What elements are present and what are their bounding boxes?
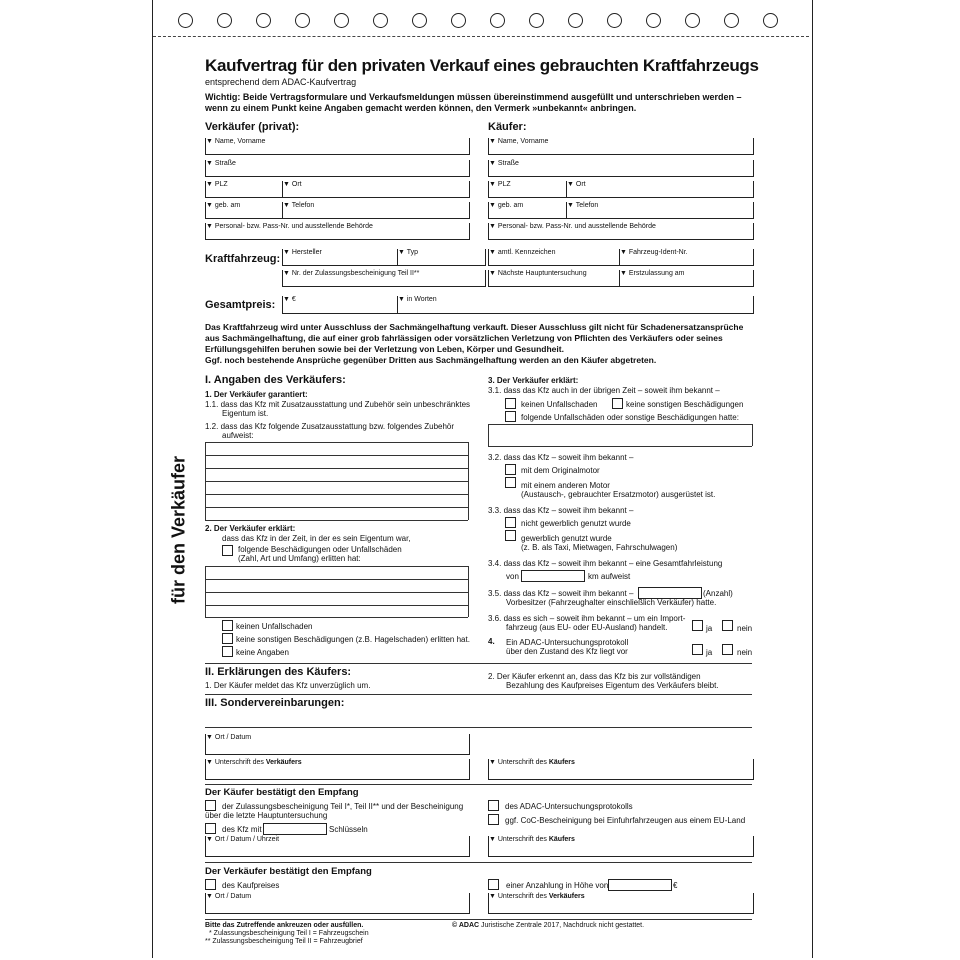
field-label: ▼ Ort — [283, 181, 302, 188]
text-line: 1.2. dass das Kfz folgende Zusatzausstattung bzw. folgendes Zubehör — [205, 422, 455, 431]
text-line: nicht gewerblich genutzt wurde — [521, 519, 631, 528]
punch-hole — [295, 13, 310, 28]
text-line: ja — [706, 648, 713, 657]
field-label: ▼ PLZ — [489, 181, 511, 188]
text-line: 1. Der Käufer meldet das Kfz unverzüglich um. — [205, 681, 371, 690]
text-line: keinen Unfallschaden — [236, 622, 313, 631]
divider — [205, 784, 752, 785]
text-line: aufweist: — [222, 431, 254, 440]
checkbox-following-damages[interactable] — [505, 411, 516, 422]
divider — [205, 694, 752, 695]
copyright-text: Juristische Zentrale 2017, Nachdruck nicht gestattet. — [481, 922, 645, 929]
field-label: ▼ Unterschrift des — [489, 893, 547, 900]
checkbox-damages[interactable] — [222, 545, 233, 556]
seller-heading: Verkäufer (privat): — [205, 121, 300, 133]
text-line: (Austausch-, gebrauchter Ersatzmotor) ausgerüstet ist. — [521, 490, 716, 499]
checkbox-other-engine[interactable] — [505, 477, 516, 488]
field-label: ▼ Typ — [398, 249, 419, 256]
text-line: 2. Der Käufer erkennt an, dass das Kfz bis zur vollständigen — [488, 672, 701, 681]
disclaimer-line-4: Ggf. noch bestehende Ansprüche gegenüber Dritten aus Sachmängelhaftung werden an den Käufer abgetreten. — [205, 355, 657, 365]
text-line: folgende Beschädigungen oder Unfallschäden — [238, 545, 402, 554]
warning-line-2: wenn zu einem Punkt keine Angaben gemacht werden können, den Vermerk »unbekannt« anbringen. — [205, 103, 637, 113]
text-line: dass das Kfz in der Zeit, in der es sein Eigentum war, — [222, 534, 411, 543]
buyer-name-field[interactable] — [488, 138, 754, 155]
field-label: ▼ amtl. Kennzeichen — [489, 249, 556, 256]
seller-receipt-heading: Der Verkäufer bestätigt den Empfang — [205, 866, 372, 877]
section-1-2-heading: 2. Der Verkäufer erklärt: — [205, 524, 296, 533]
text-line: 3.6. dass es sich – soweit ihm bekannt – um ein Import- — [488, 614, 686, 623]
seller-receipt-signature-field[interactable] — [488, 893, 754, 914]
text-line: (Anzahl) — [703, 589, 733, 598]
punch-hole — [763, 13, 778, 28]
text-line: Eigentum ist. — [222, 409, 269, 418]
price-heading: Gesamtpreis: — [205, 299, 276, 311]
buyer-receipt-heading: Der Käufer bestätigt den Empfang — [205, 787, 359, 798]
page-subtitle: entsprechend dem ADAC-Kaufvertrag — [205, 77, 357, 87]
checkbox-no-other-damages-other-time[interactable] — [612, 398, 623, 409]
text-line: keinen Unfallschaden — [521, 400, 598, 409]
punch-hole — [334, 13, 349, 28]
section-2-heading: II. Erklärungen des Käufers: — [205, 666, 352, 678]
field-label: ▼ Name, Vorname — [206, 138, 266, 145]
field-label: ▼ Ort — [567, 181, 586, 188]
place-date-field[interactable] — [205, 734, 470, 755]
section-1-1-heading: 1. Der Verkäufer garantiert: — [205, 390, 308, 399]
field-label: ▼ Unterschrift des — [489, 836, 547, 843]
field-label: ▼ Ort / Datum — [206, 893, 252, 900]
checkbox-keys-received[interactable] — [205, 823, 216, 834]
field-label: ▼ Ort / Datum / Uhrzeit — [206, 836, 280, 843]
text-line: nein — [737, 648, 753, 657]
checkbox-price-received[interactable] — [205, 879, 216, 890]
punch-hole — [256, 13, 271, 28]
text-line: 1.1. dass das Kfz mit Zusatzausstattung und Zubehör sein unbeschränktes — [205, 400, 471, 409]
checkbox-import-no[interactable] — [722, 620, 733, 631]
field-label: ▼ Name, Vorname — [489, 138, 549, 145]
buyer-ort-field[interactable] — [566, 181, 754, 198]
divider — [205, 919, 752, 920]
text-line: nein — [737, 624, 753, 633]
punch-hole — [217, 13, 232, 28]
side-label-text: für den Verkäufer — [168, 455, 189, 605]
price-euro-field[interactable] — [282, 296, 398, 314]
text-line: über die letzte Hauptuntersuchung — [205, 811, 328, 820]
text-line: keine sonstigen Beschädigungen (z.B. Hagelschaden) erlitten hat. — [236, 635, 470, 644]
vehicle-manufacturer-field[interactable] — [282, 249, 398, 266]
seller-name-field[interactable] — [205, 138, 470, 155]
text-line: 3.4. dass das Kfz – soweit ihm bekannt – eine Gesamtfahrleistung — [488, 559, 723, 568]
text-line: einer Anzahlung in Höhe von — [506, 881, 609, 890]
checkbox-no-info[interactable] — [222, 646, 233, 657]
checkbox-no-other-damage[interactable] — [222, 633, 233, 644]
checkbox-import-yes[interactable] — [692, 620, 703, 631]
buyer-receipt-signature-field[interactable] — [488, 836, 754, 857]
text-line: fahrzeug (aus EU- oder EU-Ausland) handelt. — [506, 623, 668, 632]
text-line: der Zulassungsbescheinigung Teil I*, Teil II** und der Bescheinigung — [222, 802, 464, 811]
buyer-phone-field[interactable] — [566, 202, 754, 219]
seller-plz-field[interactable] — [205, 181, 283, 198]
field-label-bold: Käufers — [548, 836, 575, 843]
punch-hole — [568, 13, 583, 28]
punch-hole — [178, 13, 193, 28]
text-line: 4. — [488, 637, 495, 646]
disclaimer-line-2: aus Sachmängelhaftung, die auf einer grob fahrlässigen oder vorsätzlichen Verletzung von Pflichten des Verkäufers oder seines — [205, 333, 723, 343]
section-3-special-heading: III. Sondervereinbarungen: — [205, 697, 345, 709]
text-line: 3.3. dass das Kfz – soweit ihm bekannt – — [488, 506, 634, 515]
field-label: ▼ Nächste Hauptuntersuchung — [489, 270, 587, 277]
text-line: 3.2. dass das Kfz – soweit ihm bekannt – — [488, 453, 634, 462]
checkbox-no-accident[interactable] — [222, 620, 233, 631]
text-line: über den Zustand des Kfz liegt vor — [506, 647, 628, 656]
field-label: ▼ geb. am — [489, 202, 524, 209]
checkbox-commercial[interactable] — [505, 530, 516, 541]
buyer-birthdate-field[interactable] — [488, 202, 567, 219]
text-line: gewerblich genutzt wurde — [521, 534, 612, 543]
keys-count-input[interactable] — [263, 823, 327, 835]
checkbox-coc-received[interactable] — [488, 814, 499, 825]
text-line: des Kaufpreises — [222, 881, 280, 890]
field-label: ▼ Telefon — [567, 202, 599, 209]
checkbox-protocol-yes[interactable] — [692, 644, 703, 655]
field-label: ▼ Erstzulassung am — [620, 270, 685, 277]
buyer-street-field[interactable] — [488, 160, 754, 177]
field-label-bold: Käufers — [548, 759, 575, 766]
text-line: keine sonstigen Beschädigungen — [626, 400, 744, 409]
special-agreements-line[interactable] — [205, 727, 752, 728]
divider — [205, 663, 752, 664]
checkbox-documents-received[interactable] — [205, 800, 216, 811]
seller-phone-field[interactable] — [282, 202, 470, 219]
field-label: ▼ Unterschrift des — [489, 759, 547, 766]
field-label: ▼ Ort / Datum — [206, 734, 252, 741]
field-label: ▼ Unterschrift des — [206, 759, 264, 766]
text-line: (Zahl, Art und Umfang) erlitten hat: — [238, 554, 361, 563]
checkbox-not-commercial[interactable] — [505, 517, 516, 528]
punch-hole — [685, 13, 700, 28]
vehicle-plate-field[interactable] — [488, 249, 620, 266]
text-line: Bezahlung des Kaufpreises Eigentum des Verkäufers bleibt. — [506, 681, 719, 690]
buyer-id-field[interactable] — [488, 223, 754, 240]
buyer-plz-field[interactable] — [488, 181, 567, 198]
footer-note: * Zulassungsbescheinigung Teil I = Fahrzeugschein — [209, 930, 369, 937]
checkbox-protocol-no[interactable] — [722, 644, 733, 655]
vehicle-type-field[interactable] — [397, 249, 486, 266]
text-line: € — [673, 881, 678, 890]
punch-hole — [412, 13, 427, 28]
field-label: ▼ Telefon — [283, 202, 315, 209]
section-1-heading: I. Angaben des Verkäufers: — [205, 374, 346, 386]
seller-street-field[interactable] — [205, 160, 470, 177]
punch-hole — [646, 13, 661, 28]
seller-receipt-date-field[interactable] — [205, 893, 470, 914]
mileage-input[interactable] — [521, 570, 585, 582]
vehicle-vin-field[interactable] — [619, 249, 754, 266]
field-label: ▼ Fahrzeug-Ident-Nr. — [620, 249, 688, 256]
text-line: Ein ADAC-Untersuchungsprotokoll — [506, 638, 629, 647]
field-label: ▼ Nr. der Zulassungsbescheinigung Teil II** — [283, 270, 420, 277]
field-label-bold: Verkäufers — [548, 893, 585, 900]
text-line: ja — [706, 624, 713, 633]
text-line: Schlüsseln — [329, 825, 368, 834]
disclaimer-line-1: Das Kraftfahrzeug wird unter Ausschluss der Sachmängelhaftung verkauft. Dieser Ausschluss gilt nicht für Schadenersatzansprüche — [205, 322, 744, 332]
checkbox-protocol-received[interactable] — [488, 800, 499, 811]
text-line: Vorbesitzer (Fahrzeughalter einschließlich Verkäufer) hatte. — [506, 598, 717, 607]
text-line: folgende Unfallschäden oder sonstige Beschädigungen hatte: — [521, 413, 739, 422]
field-label: ▼ in Worten — [398, 296, 437, 303]
field-label: ▼ Personal- bzw. Pass-Nr. und ausstellende Behörde — [489, 223, 656, 230]
text-line: (z. B. als Taxi, Mietwagen, Fahrschulwagen) — [521, 543, 678, 552]
punch-hole — [607, 13, 622, 28]
field-label: ▼ Hersteller — [283, 249, 322, 256]
seller-id-field[interactable] — [205, 223, 470, 240]
footer-note: ** Zulassungsbescheinigung Teil II = Fahrzeugbrief — [205, 938, 363, 945]
price-words-field[interactable] — [397, 296, 754, 314]
text-line: mit dem Originalmotor — [521, 466, 600, 475]
text-line: 3.5. dass das Kfz – soweit ihm bekannt – — [488, 589, 634, 598]
page-title: Kaufvertrag für den privaten Verkauf eines gebrauchten Kraftfahrzeugs — [205, 56, 759, 75]
vehicle-heading: Kraftfahrzeug: — [205, 253, 281, 265]
text-line: km aufweist — [588, 572, 631, 581]
text-line: des Kfz mit — [222, 825, 262, 834]
checkbox-deposit-received[interactable] — [488, 879, 499, 890]
field-label: ▼ € — [283, 296, 296, 303]
buyer-heading: Käufer: — [488, 121, 527, 133]
field-label-bold: Verkäufers — [265, 759, 302, 766]
warning-line-1: Wichtig: Beide Vertragsformulare und Verkaufsmeldungen müssen übereinstimmend ausgefüllt und unterschrieben werden – — [205, 92, 742, 102]
divider — [205, 862, 752, 863]
seller-ort-field[interactable] — [282, 181, 470, 198]
text-line: keine Angaben — [236, 648, 289, 657]
vehicle-registration-field[interactable] — [282, 270, 486, 287]
checkbox-no-accident-other-time[interactable] — [505, 398, 516, 409]
buyer-receipt-date-field[interactable] — [205, 836, 470, 857]
vehicle-first-registration-field[interactable] — [619, 270, 754, 287]
field-label: ▼ Straße — [489, 160, 519, 167]
punch-hole — [451, 13, 466, 28]
copyright-brand: © ADAC — [452, 922, 480, 929]
disclaimer-line-3: Erfüllungsgehilfen beruhen sowie bei der Verletzung von Leben, Körper und Gesundheit. — [205, 344, 564, 354]
text-line: mit einem anderen Motor — [521, 481, 610, 490]
punch-hole — [724, 13, 739, 28]
deposit-amount-input[interactable] — [608, 879, 672, 891]
section-3-heading: 3. Der Verkäufer erklärt: — [488, 376, 579, 385]
punch-hole — [490, 13, 505, 28]
text-line: ggf. CoC-Bescheinigung bei Einfuhrfahrzeugen aus einem EU-Land — [505, 816, 746, 825]
text-line: von — [506, 572, 519, 581]
field-label: ▼ geb. am — [206, 202, 241, 209]
perforation-line — [153, 36, 809, 37]
side-label — [164, 440, 194, 620]
seller-birthdate-field[interactable] — [205, 202, 283, 219]
text-line: 3.1. dass das Kfz auch in der übrigen Zeit – soweit ihm bekannt – — [488, 386, 720, 395]
punch-hole — [373, 13, 388, 28]
vehicle-inspection-field[interactable] — [488, 270, 620, 287]
field-label: ▼ Personal- bzw. Pass-Nr. und ausstellende Behörde — [206, 223, 373, 230]
field-label: ▼ Straße — [206, 160, 236, 167]
field-label: ▼ PLZ — [206, 181, 228, 188]
footer-note: Bitte das Zutreffende ankreuzen oder ausfüllen. — [205, 922, 364, 929]
checkbox-original-engine[interactable] — [505, 464, 516, 475]
seller-signature-field[interactable] — [205, 759, 470, 780]
text-line: des ADAC-Untersuchungsprotokolls — [505, 802, 633, 811]
punch-hole — [529, 13, 544, 28]
buyer-signature-field[interactable] — [488, 759, 754, 780]
